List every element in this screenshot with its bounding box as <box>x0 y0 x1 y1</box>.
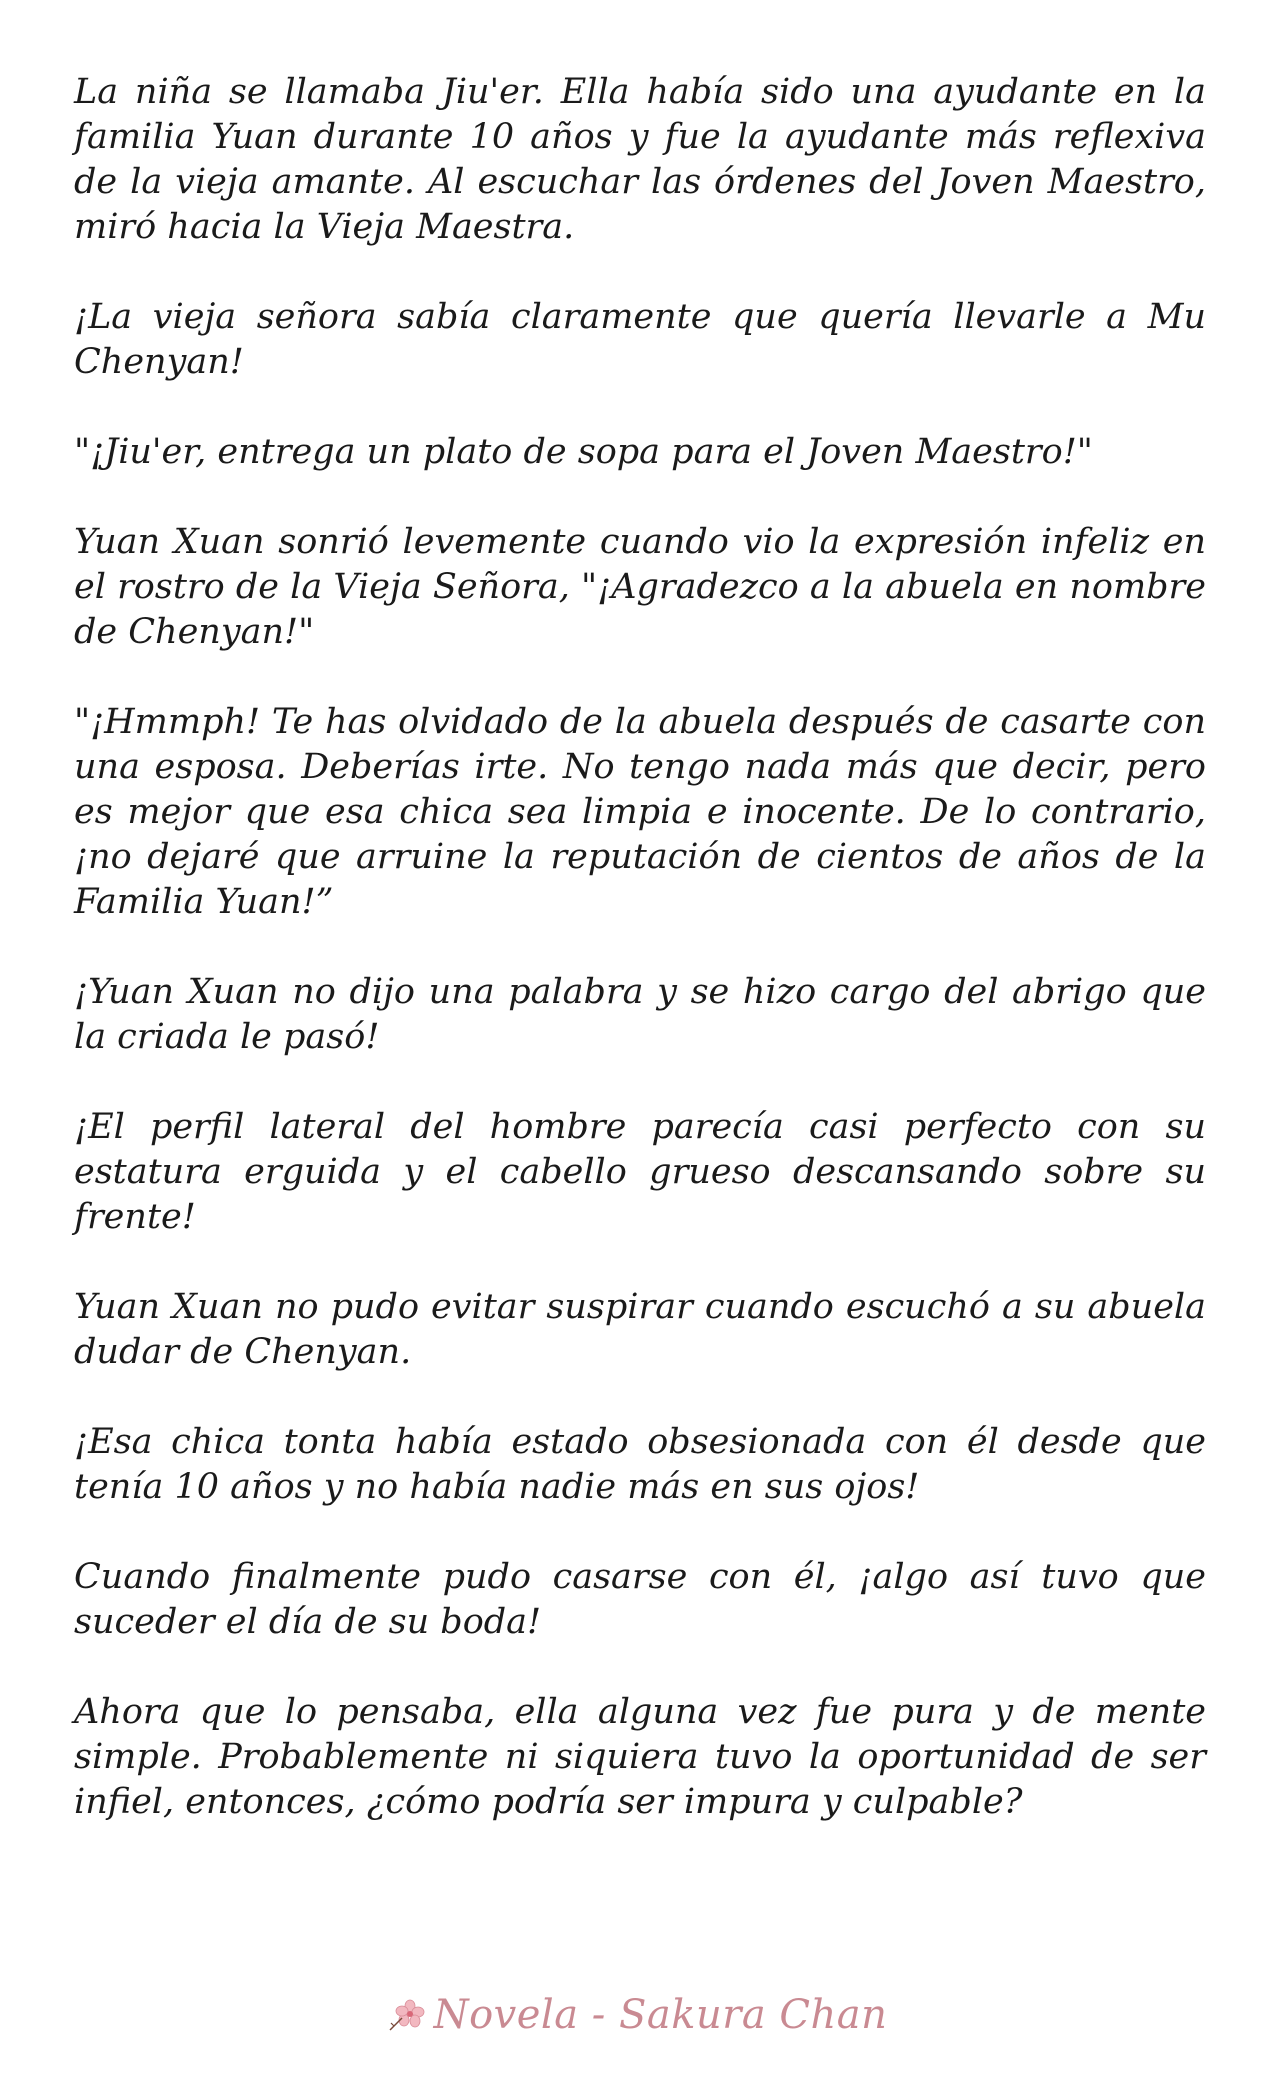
paragraph: ¡El perfil lateral del hombre parecía casi perfecto con su estatura erguida y el cabello grueso descansando sobre su frente! <box>74 1107 1206 1237</box>
paragraph: ¡Yuan Xuan no dijo una palabra y se hizo cargo del abrigo que la criada le pasó! <box>74 972 1206 1057</box>
paragraph: "¡Jiu'er, entrega un plato de sopa para el Joven Maestro!" <box>74 432 1093 472</box>
paragraph: Ahora que lo pensaba, ella alguna vez fue pura y de mente simple. Probablemente ni siquiera tuvo la oportunidad de ser infiel, entonces, ¿cómo podría ser impura y culpable? <box>74 1692 1206 1822</box>
paragraph: Yuan Xuan no pudo evitar suspirar cuando escuchó a su abuela dudar de Chenyan. <box>74 1287 1206 1372</box>
cherry-blossom-icon <box>388 1998 428 2032</box>
watermark <box>388 1992 888 2038</box>
paragraph: Yuan Xuan sonrió levemente cuando vio la expresión infeliz en el rostro de la Vieja Señora, "¡Agradezco a la abuela en nombre de Chenyan!" <box>74 522 1206 652</box>
story-text <box>74 70 1206 1870</box>
paragraph: La niña se llamaba Jiu'er. Ella había sido una ayudante en la familia Yuan durante 10 años y fue la ayudante más reflexiva de la vieja amante. Al escuchar las órdenes del Joven Maestro, miró hacia la Vieja Maestra. <box>74 72 1206 247</box>
watermark-text: Novela - Sakura Chan <box>433 1992 888 2038</box>
paragraph: "¡Hmmph! Te has olvidado de la abuela después de casarte con una esposa. Deberías irte. No tengo nada más que decir, pero es mejor que esa chica sea limpia e inocente. De lo contrario, ¡no dejaré que arruine la reputación de cientos de años de la Familia Yuan!” <box>74 702 1206 922</box>
paragraph: ¡La vieja señora sabía claramente que quería llevarle a Mu Chenyan! <box>74 297 1206 382</box>
paragraph: Cuando finalmente pudo casarse con él, ¡algo así tuvo que suceder el día de su boda! <box>74 1557 1206 1642</box>
paragraph: ¡Esa chica tonta había estado obsesionada con él desde que tenía 10 años y no había nadie más en sus ojos! <box>74 1422 1206 1507</box>
watermark-footer <box>0 1985 1275 2045</box>
